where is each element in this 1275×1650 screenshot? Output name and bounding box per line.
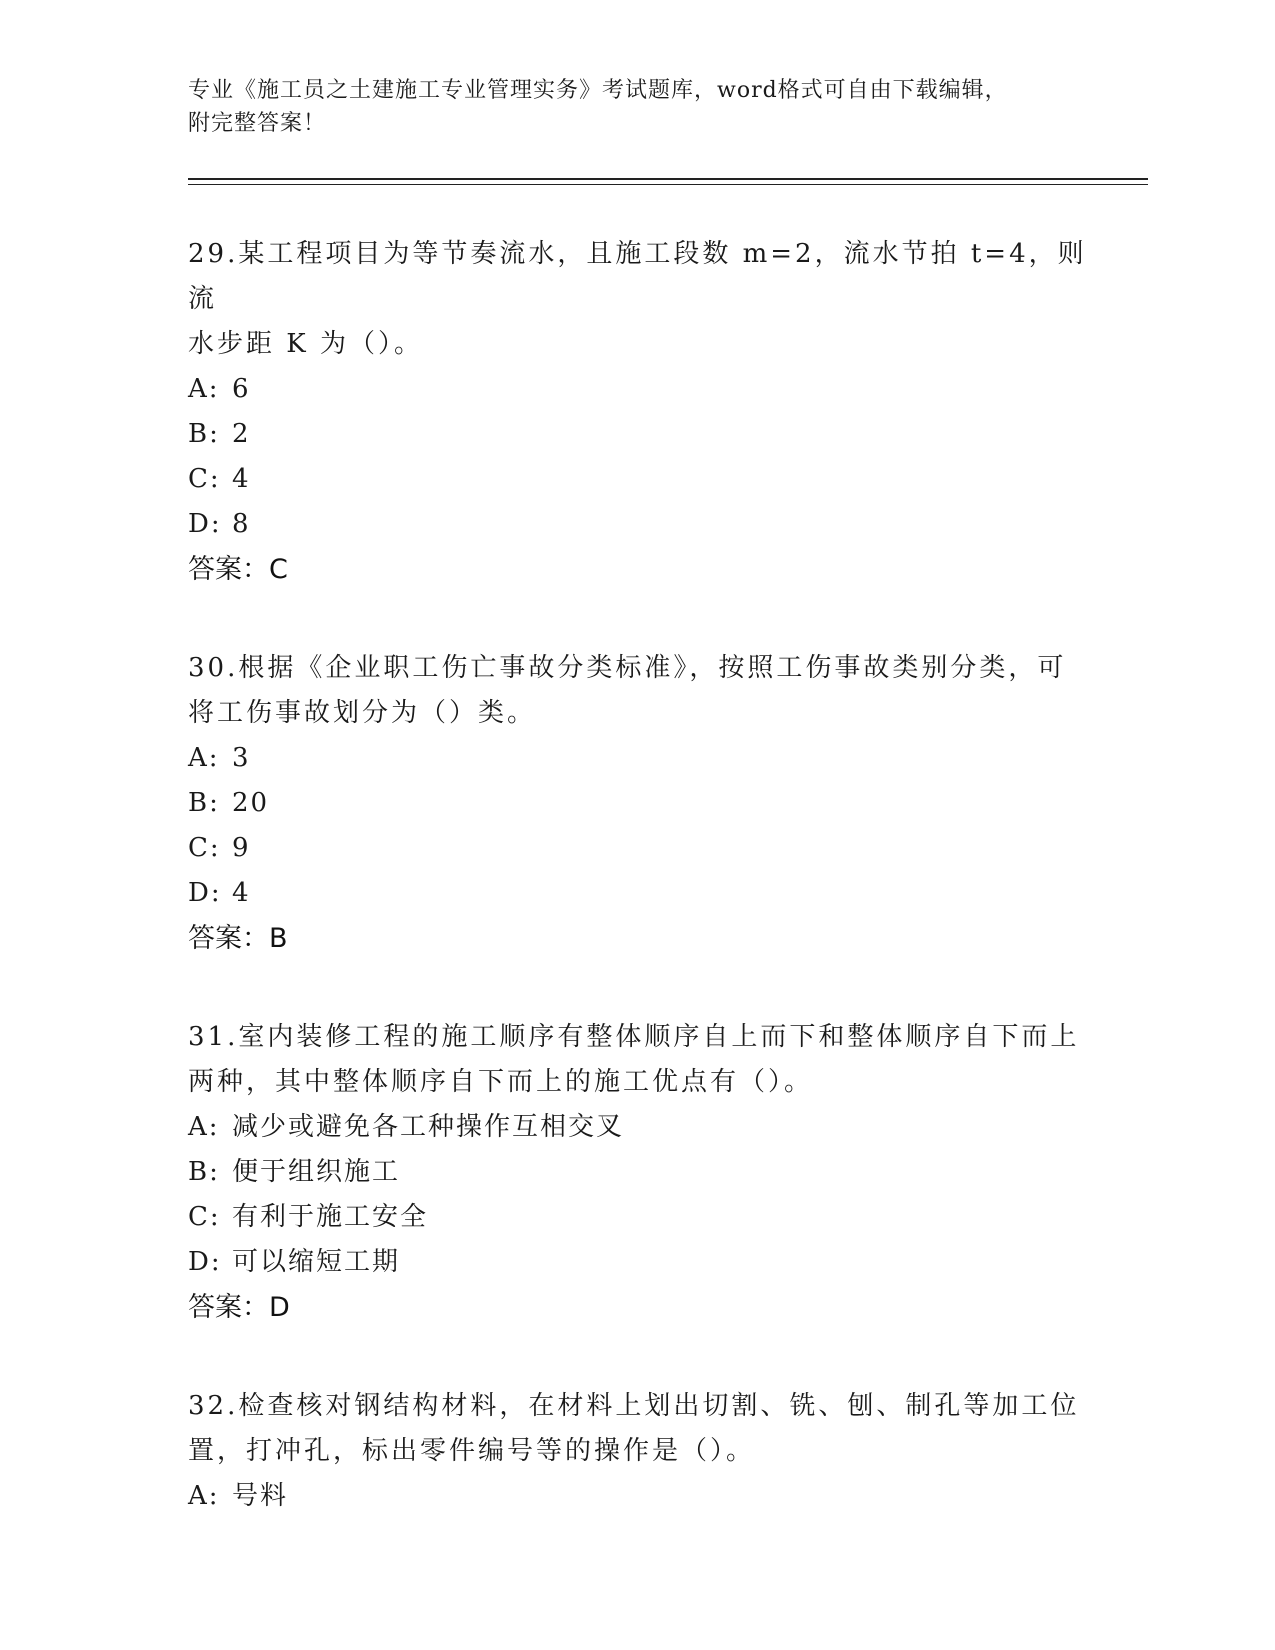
option-key: A: [188, 1481, 220, 1511]
question-stem-line-2: 水步距 K 为（）。 [188, 329, 423, 359]
question-31 [188, 1015, 1088, 1331]
option-text: 有利于施工安全 [232, 1202, 429, 1232]
option-b [188, 412, 1088, 457]
question-stem-line-1: 31.室内装修工程的施工顺序有整体顺序自上而下和整体顺序自下而上 [188, 1022, 1080, 1052]
option-key: B: [188, 419, 220, 449]
header-line-2: 附完整答案！ [188, 111, 327, 136]
option-key: B: [188, 1157, 220, 1187]
option-d [188, 502, 1088, 547]
option-text: 9 [232, 833, 251, 863]
option-text: 可以缩短工期 [232, 1247, 401, 1277]
option-text: 4 [232, 464, 251, 494]
option-key: C: [188, 833, 221, 863]
option-c [188, 826, 1088, 871]
answer-label: 答案：B [188, 923, 288, 954]
question-stem-line-2: 置，打冲孔，标出零件编号等的操作是（）。 [188, 1436, 756, 1466]
option-d [188, 871, 1088, 916]
answer-label: 答案：D [188, 1292, 290, 1323]
option-text: 4 [232, 878, 251, 908]
option-key: C: [188, 464, 221, 494]
option-b [188, 1150, 1088, 1195]
option-text: 减少或避免各工种操作互相交叉 [232, 1112, 625, 1142]
option-key: C: [188, 1202, 221, 1232]
option-key: A: [188, 374, 220, 404]
option-key: A: [188, 743, 220, 773]
option-text: 号料 [232, 1481, 289, 1511]
question-29 [188, 232, 1088, 593]
question-stem [188, 646, 1088, 736]
header-line-1: 专业《施工员之土建施工专业管理实务》考试题库，word格式可自由下载编辑， [188, 78, 1008, 103]
option-text: 20 [232, 788, 270, 818]
question-stem [188, 232, 1088, 367]
option-text: 3 [232, 743, 251, 773]
option-key: D: [188, 1247, 222, 1277]
question-stem-line-2: 将工伤事故划分为（）类。 [188, 698, 537, 728]
question-32 [188, 1384, 1088, 1519]
option-key: B: [188, 788, 220, 818]
option-c [188, 1195, 1088, 1240]
option-c [188, 457, 1088, 502]
option-a [188, 1474, 1088, 1519]
option-a [188, 736, 1088, 781]
option-key: D: [188, 509, 222, 539]
option-key: D: [188, 878, 222, 908]
question-stem-line-1: 30.根据《企业职工伤亡事故分类标准》，按照工伤事故类别分类，可 [188, 653, 1067, 683]
question-stem [188, 1384, 1088, 1474]
option-text: 6 [232, 374, 251, 404]
question-stem [188, 1015, 1088, 1105]
header-divider-top [188, 178, 1148, 180]
option-b [188, 781, 1088, 826]
option-key: A: [188, 1112, 220, 1142]
question-stem-line-1: 32.检查核对钢结构材料，在材料上划出切割、铣、刨、制孔等加工位 [188, 1391, 1080, 1421]
option-text: 2 [232, 419, 251, 449]
option-text: 8 [232, 509, 251, 539]
option-text: 便于组织施工 [232, 1157, 401, 1187]
option-a [188, 367, 1088, 412]
option-a [188, 1105, 1088, 1150]
answer-label: 答案：C [188, 554, 288, 585]
document-header [188, 74, 1088, 140]
question-stem-line-1: 29.某工程项目为等节奏流水，且施工段数 m=2，流水节拍 t=4，则流 [188, 239, 1087, 314]
question-30 [188, 646, 1088, 962]
question-stem-line-2: 两种，其中整体顺序自下而上的施工优点有（）。 [188, 1067, 814, 1097]
option-d [188, 1240, 1088, 1285]
header-divider-bottom [188, 184, 1148, 185]
question-list [188, 232, 1088, 1572]
